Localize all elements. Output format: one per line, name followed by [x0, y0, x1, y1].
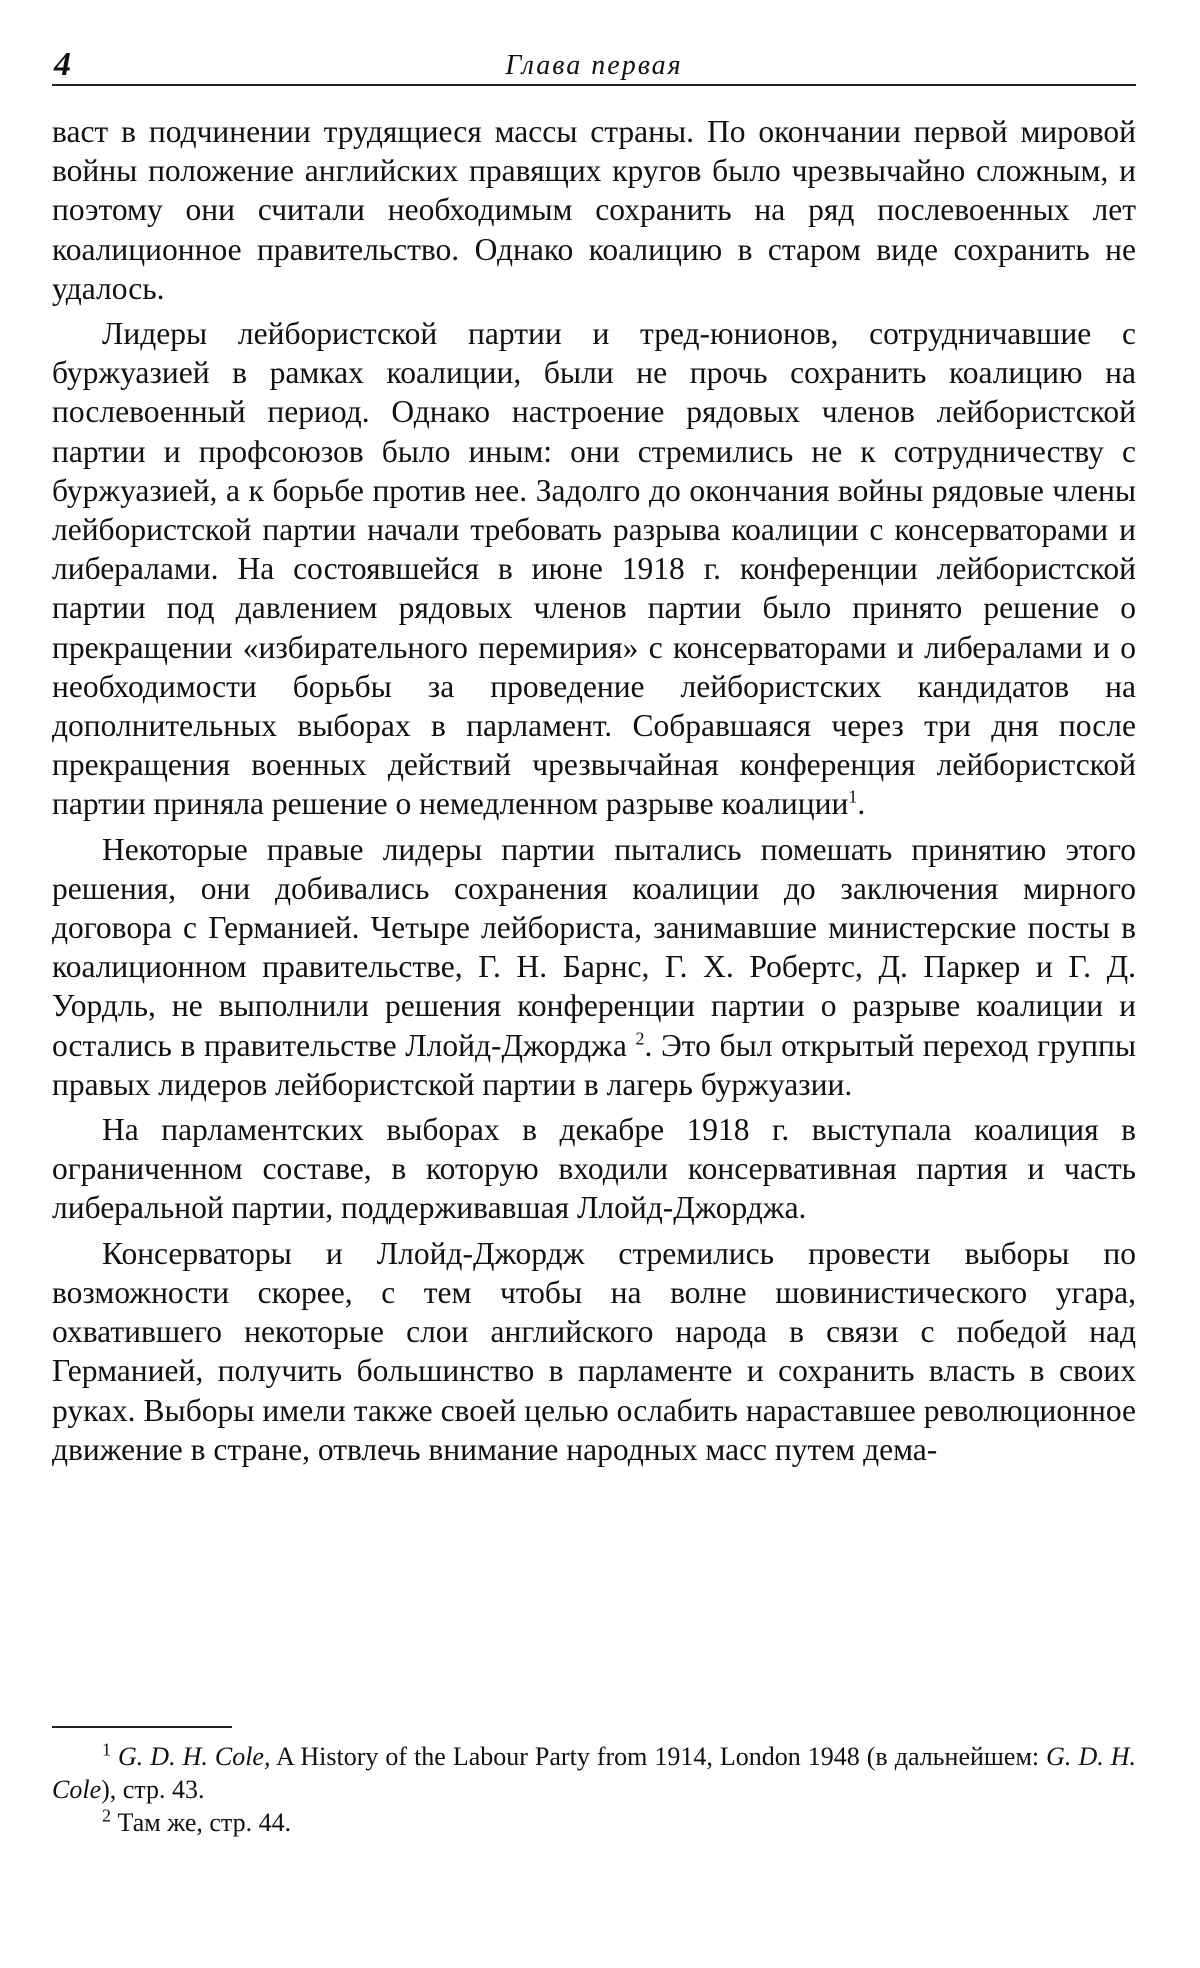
footnotes — [52, 1740, 1136, 1839]
page-header — [52, 40, 1136, 86]
running-title: Глава первая — [505, 50, 683, 81]
page-number: 4 — [54, 46, 71, 83]
footnote-2: $^2$ Там же, стр. 44. — [102, 1805, 292, 1837]
footnote-ref-2: 2 — [635, 1028, 645, 1049]
footnote-divider — [52, 1726, 232, 1728]
paragraph-5: Консерваторы и Ллойд-Джордж стремились провести выборы по возможности скорее, с тем чтобы на волне шовинистического угара, охватившего некоторые слои английского народа в связи с победой над Германией, получить большинство в парламенте и сохранить власть в своих руках. Выборы имели также своей целью ослабить нараставшее революционное движение в стране, отвлечь внимание народных масс путем дема- — [52, 1235, 1136, 1467]
footnote-ref-1: 1 — [848, 786, 858, 807]
main-text — [52, 112, 1136, 1475]
paragraph-1: васт в подчинении трудящиеся массы страны. По окончании первой мировой войны положение английских правящих кругов было чрезвычайно сложным, и поэтому они считали необходимым сохранить на ряд послевоенных лет коалиционное правительство. Однако коалицию в старом виде сохранить не удалось. — [52, 114, 1136, 306]
footnote-1: $^1$ G. D. H. Cole, A History of the Labour Party from 1914, London 1948 (в дальнейшем: G. D. H. Cole), стр. 43. — [52, 1739, 1136, 1804]
paragraph-3: Некоторые правые лидеры партии пытались помешать принятию этого решения, они добивались сохранения коалиции до заключения мирного договора с Германией. Четыре лейбориста, занимавшие министерские посты в коалиционном правительстве, Г. Н. Барнс, Г. Х. Робертс, Д. Паркер и Г. Д. Уордль, не выполнили решения конференции партии о разрыве коалиции и остались в правительстве Ллойд-Джорджа $^2$. Это был открытый переход группы правых лидеров лейбористской партии в лагерь буржуазии. — [52, 831, 1137, 1102]
paragraph-4: На парламентских выборах в декабре 1918 г. выступала коалиция в ограниченном составе, в которую входили консервативная партия и часть либеральной партии, поддерживавшая Ллойд-Джорджа. — [52, 1112, 1136, 1226]
paragraph-2: Лидеры лейбористской партии и тред-юнионов, сотрудничавшие с буржуазией в рамках коалиции, были не прочь сохранить коалицию на послевоенный период. Однако настроение рядовых членов лейбористской партии и профсоюзов было иным: они стремились не к сотрудничеству с буржуазией, а к борьбе против нее. Задолго до окончания войны рядовые члены лейбористской партии начали требовать разрыва коалиции с консерваторами и либералами. На состоявшейся в июне 1918 г. конференции лейбористской партии под давлением рядовых членов партии было принято решение о прекращении «избирательного перемирия» с консерваторами и либералами и о необходимости борьбы за проведение лейбористских кандидатов на дополнительных выборах в парламент. Собравшаяся через три дня после прекращения военных действий чрезвычайная конференция лейбористской партии приняла решение о немедленном разрыве коалиции$^1$. — [52, 316, 1136, 822]
